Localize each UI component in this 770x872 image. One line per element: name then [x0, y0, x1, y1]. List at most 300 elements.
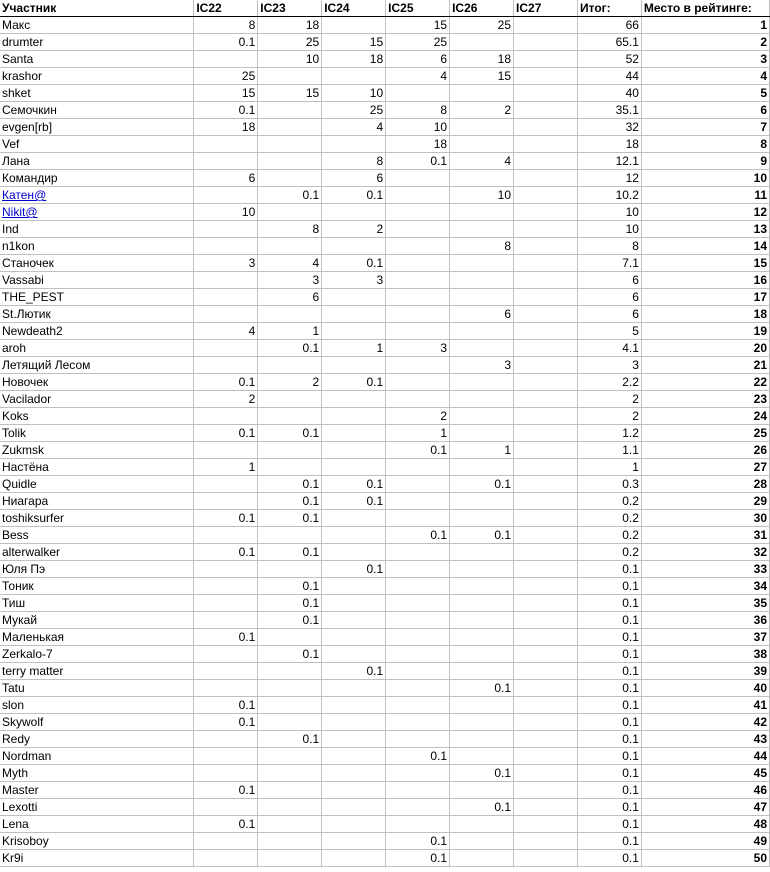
score-cell[interactable]: 2	[322, 221, 386, 238]
score-cell[interactable]: 0.1	[194, 102, 258, 119]
total-cell[interactable]: 10	[577, 221, 641, 238]
score-cell[interactable]: 0.1	[194, 816, 258, 833]
total-cell[interactable]: 44	[577, 68, 641, 85]
total-cell[interactable]: 0.1	[577, 646, 641, 663]
total-cell[interactable]: 1.2	[577, 425, 641, 442]
total-cell[interactable]: 0.2	[577, 493, 641, 510]
score-cell[interactable]: 0.1	[258, 578, 322, 595]
score-cell[interactable]: 2	[450, 102, 514, 119]
score-cell[interactable]	[386, 476, 450, 493]
score-cell[interactable]	[450, 493, 514, 510]
score-cell[interactable]	[450, 561, 514, 578]
score-cell[interactable]	[258, 527, 322, 544]
score-cell[interactable]	[450, 629, 514, 646]
score-cell[interactable]	[514, 408, 578, 425]
score-cell[interactable]	[194, 748, 258, 765]
score-cell[interactable]	[514, 544, 578, 561]
column-header[interactable]: IC22	[194, 0, 258, 17]
rank-cell[interactable]: 1	[641, 17, 769, 34]
score-cell[interactable]: 8	[386, 102, 450, 119]
score-cell[interactable]	[258, 391, 322, 408]
score-cell[interactable]	[514, 612, 578, 629]
score-cell[interactable]	[194, 731, 258, 748]
score-cell[interactable]: 0.1	[258, 595, 322, 612]
score-cell[interactable]: 0.1	[258, 544, 322, 561]
total-cell[interactable]: 8	[577, 238, 641, 255]
score-cell[interactable]	[514, 561, 578, 578]
score-cell[interactable]	[514, 34, 578, 51]
rank-cell[interactable]: 44	[641, 748, 769, 765]
score-cell[interactable]	[258, 442, 322, 459]
score-cell[interactable]: 18	[450, 51, 514, 68]
score-cell[interactable]	[386, 357, 450, 374]
score-cell[interactable]	[514, 374, 578, 391]
score-cell[interactable]: 10	[450, 187, 514, 204]
score-cell[interactable]	[258, 238, 322, 255]
score-cell[interactable]	[386, 765, 450, 782]
score-cell[interactable]	[322, 323, 386, 340]
column-header[interactable]: Итог:	[577, 0, 641, 17]
total-cell[interactable]: 66	[577, 17, 641, 34]
rank-cell[interactable]: 42	[641, 714, 769, 731]
score-cell[interactable]	[386, 782, 450, 799]
score-cell[interactable]: 0.1	[386, 833, 450, 850]
score-cell[interactable]: 0.1	[194, 425, 258, 442]
score-cell[interactable]	[386, 323, 450, 340]
score-cell[interactable]	[194, 833, 258, 850]
score-cell[interactable]: 3	[322, 272, 386, 289]
score-cell[interactable]	[514, 799, 578, 816]
score-cell[interactable]	[258, 680, 322, 697]
score-cell[interactable]	[258, 306, 322, 323]
total-cell[interactable]: 12.1	[577, 153, 641, 170]
score-cell[interactable]	[386, 170, 450, 187]
score-cell[interactable]	[258, 629, 322, 646]
score-cell[interactable]: 8	[258, 221, 322, 238]
total-cell[interactable]: 10	[577, 204, 641, 221]
score-cell[interactable]	[450, 391, 514, 408]
score-cell[interactable]	[386, 374, 450, 391]
total-cell[interactable]: 0.1	[577, 714, 641, 731]
total-cell[interactable]: 0.1	[577, 561, 641, 578]
total-cell[interactable]: 0.2	[577, 544, 641, 561]
score-cell[interactable]: 0.1	[258, 340, 322, 357]
rank-cell[interactable]: 14	[641, 238, 769, 255]
score-cell[interactable]	[450, 221, 514, 238]
total-cell[interactable]: 0.1	[577, 799, 641, 816]
score-cell[interactable]	[450, 136, 514, 153]
rank-cell[interactable]: 31	[641, 527, 769, 544]
score-cell[interactable]	[194, 136, 258, 153]
score-cell[interactable]: 0.1	[194, 782, 258, 799]
score-cell[interactable]	[450, 595, 514, 612]
column-header[interactable]: IC26	[450, 0, 514, 17]
score-cell[interactable]: 0.1	[258, 425, 322, 442]
score-cell[interactable]: 1	[322, 340, 386, 357]
total-cell[interactable]: 0.1	[577, 680, 641, 697]
total-cell[interactable]: 0.2	[577, 510, 641, 527]
score-cell[interactable]	[450, 510, 514, 527]
score-cell[interactable]	[514, 578, 578, 595]
score-cell[interactable]	[450, 408, 514, 425]
score-cell[interactable]	[514, 748, 578, 765]
score-cell[interactable]	[386, 306, 450, 323]
score-cell[interactable]	[322, 850, 386, 867]
total-cell[interactable]: 0.1	[577, 816, 641, 833]
score-cell[interactable]: 4	[322, 119, 386, 136]
rank-cell[interactable]: 47	[641, 799, 769, 816]
score-cell[interactable]: 0.1	[322, 663, 386, 680]
score-cell[interactable]	[258, 748, 322, 765]
total-cell[interactable]: 0.1	[577, 663, 641, 680]
score-cell[interactable]	[194, 153, 258, 170]
score-cell[interactable]	[322, 697, 386, 714]
rank-cell[interactable]: 40	[641, 680, 769, 697]
score-cell[interactable]	[386, 646, 450, 663]
score-cell[interactable]	[322, 544, 386, 561]
score-cell[interactable]	[514, 170, 578, 187]
rank-cell[interactable]: 21	[641, 357, 769, 374]
rank-cell[interactable]: 15	[641, 255, 769, 272]
score-cell[interactable]: 0.1	[258, 646, 322, 663]
score-cell[interactable]: 18	[386, 136, 450, 153]
rank-cell[interactable]: 43	[641, 731, 769, 748]
score-cell[interactable]: 8	[322, 153, 386, 170]
score-cell[interactable]	[514, 238, 578, 255]
score-cell[interactable]	[450, 119, 514, 136]
score-cell[interactable]	[194, 187, 258, 204]
score-cell[interactable]	[450, 255, 514, 272]
rank-cell[interactable]: 19	[641, 323, 769, 340]
score-cell[interactable]: 8	[194, 17, 258, 34]
score-cell[interactable]	[194, 340, 258, 357]
score-cell[interactable]	[194, 578, 258, 595]
score-cell[interactable]	[322, 748, 386, 765]
score-cell[interactable]	[450, 374, 514, 391]
participant-link[interactable]: Nikit@	[0, 204, 194, 221]
score-cell[interactable]	[258, 459, 322, 476]
score-cell[interactable]	[450, 714, 514, 731]
total-cell[interactable]: 0.1	[577, 765, 641, 782]
score-cell[interactable]	[194, 221, 258, 238]
score-cell[interactable]	[514, 510, 578, 527]
rank-cell[interactable]: 49	[641, 833, 769, 850]
score-cell[interactable]: 1	[258, 323, 322, 340]
score-cell[interactable]: 0.1	[194, 714, 258, 731]
rank-cell[interactable]: 2	[641, 34, 769, 51]
score-cell[interactable]	[258, 357, 322, 374]
score-cell[interactable]	[194, 493, 258, 510]
score-cell[interactable]: 0.1	[258, 187, 322, 204]
rank-cell[interactable]: 22	[641, 374, 769, 391]
rank-cell[interactable]: 38	[641, 646, 769, 663]
score-cell[interactable]	[386, 272, 450, 289]
score-cell[interactable]	[258, 816, 322, 833]
score-cell[interactable]	[194, 663, 258, 680]
score-cell[interactable]	[386, 85, 450, 102]
score-cell[interactable]: 0.1	[322, 476, 386, 493]
rank-cell[interactable]: 37	[641, 629, 769, 646]
total-cell[interactable]: 5	[577, 323, 641, 340]
score-cell[interactable]	[450, 816, 514, 833]
total-cell[interactable]: 0.1	[577, 629, 641, 646]
score-cell[interactable]	[514, 459, 578, 476]
score-cell[interactable]	[514, 680, 578, 697]
score-cell[interactable]	[450, 289, 514, 306]
rank-cell[interactable]: 27	[641, 459, 769, 476]
score-cell[interactable]	[514, 272, 578, 289]
rank-cell[interactable]: 12	[641, 204, 769, 221]
score-cell[interactable]	[386, 238, 450, 255]
score-cell[interactable]: 6	[450, 306, 514, 323]
score-cell[interactable]: 1	[194, 459, 258, 476]
total-cell[interactable]: 1	[577, 459, 641, 476]
score-cell[interactable]	[514, 731, 578, 748]
score-cell[interactable]	[386, 578, 450, 595]
total-cell[interactable]: 0.1	[577, 612, 641, 629]
total-cell[interactable]: 0.3	[577, 476, 641, 493]
score-cell[interactable]	[514, 391, 578, 408]
total-cell[interactable]: 2.2	[577, 374, 641, 391]
score-cell[interactable]	[514, 340, 578, 357]
score-cell[interactable]	[194, 442, 258, 459]
score-cell[interactable]	[514, 323, 578, 340]
rank-cell[interactable]: 6	[641, 102, 769, 119]
score-cell[interactable]: 1	[386, 425, 450, 442]
total-cell[interactable]: 40	[577, 85, 641, 102]
score-cell[interactable]	[194, 850, 258, 867]
score-cell[interactable]: 4	[194, 323, 258, 340]
score-cell[interactable]	[514, 629, 578, 646]
score-cell[interactable]	[386, 612, 450, 629]
score-cell[interactable]	[322, 289, 386, 306]
score-cell[interactable]: 0.1	[386, 527, 450, 544]
rank-cell[interactable]: 17	[641, 289, 769, 306]
score-cell[interactable]	[322, 629, 386, 646]
score-cell[interactable]	[450, 544, 514, 561]
total-cell[interactable]: 0.1	[577, 850, 641, 867]
rank-cell[interactable]: 29	[641, 493, 769, 510]
total-cell[interactable]: 6	[577, 272, 641, 289]
column-header[interactable]: IC24	[322, 0, 386, 17]
score-cell[interactable]	[258, 68, 322, 85]
score-cell[interactable]: 0.1	[258, 731, 322, 748]
rank-cell[interactable]: 9	[641, 153, 769, 170]
score-cell[interactable]	[514, 153, 578, 170]
score-cell[interactable]	[258, 833, 322, 850]
score-cell[interactable]	[450, 34, 514, 51]
score-cell[interactable]	[322, 238, 386, 255]
rank-cell[interactable]: 25	[641, 425, 769, 442]
total-cell[interactable]: 32	[577, 119, 641, 136]
rank-cell[interactable]: 16	[641, 272, 769, 289]
score-cell[interactable]	[322, 799, 386, 816]
score-cell[interactable]: 0.1	[322, 374, 386, 391]
score-cell[interactable]	[322, 731, 386, 748]
rank-cell[interactable]: 10	[641, 170, 769, 187]
score-cell[interactable]	[194, 527, 258, 544]
rank-cell[interactable]: 13	[641, 221, 769, 238]
score-cell[interactable]	[386, 714, 450, 731]
score-cell[interactable]	[514, 85, 578, 102]
score-cell[interactable]: 10	[258, 51, 322, 68]
score-cell[interactable]	[258, 102, 322, 119]
score-cell[interactable]	[194, 408, 258, 425]
score-cell[interactable]: 10	[322, 85, 386, 102]
rank-cell[interactable]: 48	[641, 816, 769, 833]
total-cell[interactable]: 0.1	[577, 782, 641, 799]
score-cell[interactable]	[322, 408, 386, 425]
score-cell[interactable]	[322, 714, 386, 731]
score-cell[interactable]	[258, 799, 322, 816]
score-cell[interactable]	[514, 68, 578, 85]
rank-cell[interactable]: 11	[641, 187, 769, 204]
rank-cell[interactable]: 23	[641, 391, 769, 408]
rank-cell[interactable]: 41	[641, 697, 769, 714]
total-cell[interactable]: 10.2	[577, 187, 641, 204]
score-cell[interactable]: 0.1	[194, 544, 258, 561]
score-cell[interactable]	[386, 459, 450, 476]
score-cell[interactable]	[194, 680, 258, 697]
score-cell[interactable]	[514, 833, 578, 850]
score-cell[interactable]	[386, 663, 450, 680]
total-cell[interactable]: 0.1	[577, 595, 641, 612]
score-cell[interactable]: 8	[450, 238, 514, 255]
score-cell[interactable]	[514, 697, 578, 714]
participant-link[interactable]: Катен@	[0, 187, 194, 204]
score-cell[interactable]: 15	[322, 34, 386, 51]
score-cell[interactable]: 0.1	[258, 493, 322, 510]
score-cell[interactable]: 3	[386, 340, 450, 357]
score-cell[interactable]: 0.1	[194, 697, 258, 714]
score-cell[interactable]	[386, 816, 450, 833]
column-header[interactable]: Место в рейтинге:	[641, 0, 769, 17]
score-cell[interactable]	[450, 204, 514, 221]
score-cell[interactable]	[514, 357, 578, 374]
score-cell[interactable]: 4	[450, 153, 514, 170]
score-cell[interactable]	[322, 646, 386, 663]
score-cell[interactable]	[386, 391, 450, 408]
score-cell[interactable]: 25	[258, 34, 322, 51]
score-cell[interactable]	[322, 765, 386, 782]
rank-cell[interactable]: 39	[641, 663, 769, 680]
score-cell[interactable]	[514, 595, 578, 612]
score-cell[interactable]: 4	[386, 68, 450, 85]
score-cell[interactable]	[514, 289, 578, 306]
score-cell[interactable]	[386, 493, 450, 510]
score-cell[interactable]	[514, 255, 578, 272]
score-cell[interactable]	[450, 425, 514, 442]
score-cell[interactable]	[514, 714, 578, 731]
score-cell[interactable]	[194, 272, 258, 289]
score-cell[interactable]: 0.1	[258, 510, 322, 527]
score-cell[interactable]	[194, 646, 258, 663]
score-cell[interactable]	[194, 799, 258, 816]
score-cell[interactable]	[450, 170, 514, 187]
score-cell[interactable]	[386, 629, 450, 646]
total-cell[interactable]: 3	[577, 357, 641, 374]
score-cell[interactable]	[386, 731, 450, 748]
rank-cell[interactable]: 20	[641, 340, 769, 357]
score-cell[interactable]: 18	[194, 119, 258, 136]
rank-cell[interactable]: 24	[641, 408, 769, 425]
total-cell[interactable]: 65.1	[577, 34, 641, 51]
score-cell[interactable]	[450, 459, 514, 476]
score-cell[interactable]	[258, 153, 322, 170]
score-cell[interactable]: 6	[258, 289, 322, 306]
rank-cell[interactable]: 3	[641, 51, 769, 68]
score-cell[interactable]	[258, 408, 322, 425]
score-cell[interactable]	[450, 782, 514, 799]
score-cell[interactable]	[514, 425, 578, 442]
score-cell[interactable]: 2	[194, 391, 258, 408]
score-cell[interactable]	[322, 136, 386, 153]
score-cell[interactable]: 4	[258, 255, 322, 272]
total-cell[interactable]: 12	[577, 170, 641, 187]
score-cell[interactable]	[386, 510, 450, 527]
score-cell[interactable]	[258, 561, 322, 578]
score-cell[interactable]	[450, 340, 514, 357]
score-cell[interactable]: 0.1	[450, 527, 514, 544]
score-cell[interactable]	[514, 187, 578, 204]
total-cell[interactable]: 0.2	[577, 527, 641, 544]
score-cell[interactable]: 10	[386, 119, 450, 136]
rank-cell[interactable]: 28	[641, 476, 769, 493]
score-cell[interactable]	[194, 306, 258, 323]
score-cell[interactable]: 0.1	[258, 612, 322, 629]
score-cell[interactable]	[322, 391, 386, 408]
total-cell[interactable]: 6	[577, 306, 641, 323]
score-cell[interactable]	[322, 782, 386, 799]
score-cell[interactable]	[322, 595, 386, 612]
score-cell[interactable]	[194, 561, 258, 578]
score-cell[interactable]	[386, 561, 450, 578]
rank-cell[interactable]: 32	[641, 544, 769, 561]
score-cell[interactable]	[322, 17, 386, 34]
rank-cell[interactable]: 34	[641, 578, 769, 595]
score-cell[interactable]: 3	[258, 272, 322, 289]
score-cell[interactable]: 18	[322, 51, 386, 68]
rank-cell[interactable]: 5	[641, 85, 769, 102]
column-header[interactable]: IC25	[386, 0, 450, 17]
rank-cell[interactable]: 8	[641, 136, 769, 153]
rank-cell[interactable]: 4	[641, 68, 769, 85]
score-cell[interactable]	[194, 595, 258, 612]
score-cell[interactable]: 3	[450, 357, 514, 374]
score-cell[interactable]	[514, 527, 578, 544]
score-cell[interactable]	[386, 697, 450, 714]
score-cell[interactable]	[450, 85, 514, 102]
total-cell[interactable]: 0.1	[577, 748, 641, 765]
score-cell[interactable]	[514, 221, 578, 238]
score-cell[interactable]	[194, 238, 258, 255]
score-cell[interactable]	[258, 850, 322, 867]
score-cell[interactable]: 25	[194, 68, 258, 85]
total-cell[interactable]: 6	[577, 289, 641, 306]
rank-cell[interactable]: 7	[641, 119, 769, 136]
score-cell[interactable]: 6	[194, 170, 258, 187]
column-header[interactable]: IC23	[258, 0, 322, 17]
rank-cell[interactable]: 46	[641, 782, 769, 799]
score-cell[interactable]: 10	[194, 204, 258, 221]
score-cell[interactable]: 0.1	[450, 765, 514, 782]
score-cell[interactable]	[194, 476, 258, 493]
score-cell[interactable]	[514, 306, 578, 323]
score-cell[interactable]: 0.1	[450, 476, 514, 493]
score-cell[interactable]	[258, 782, 322, 799]
score-cell[interactable]	[322, 510, 386, 527]
score-cell[interactable]: 0.1	[386, 850, 450, 867]
